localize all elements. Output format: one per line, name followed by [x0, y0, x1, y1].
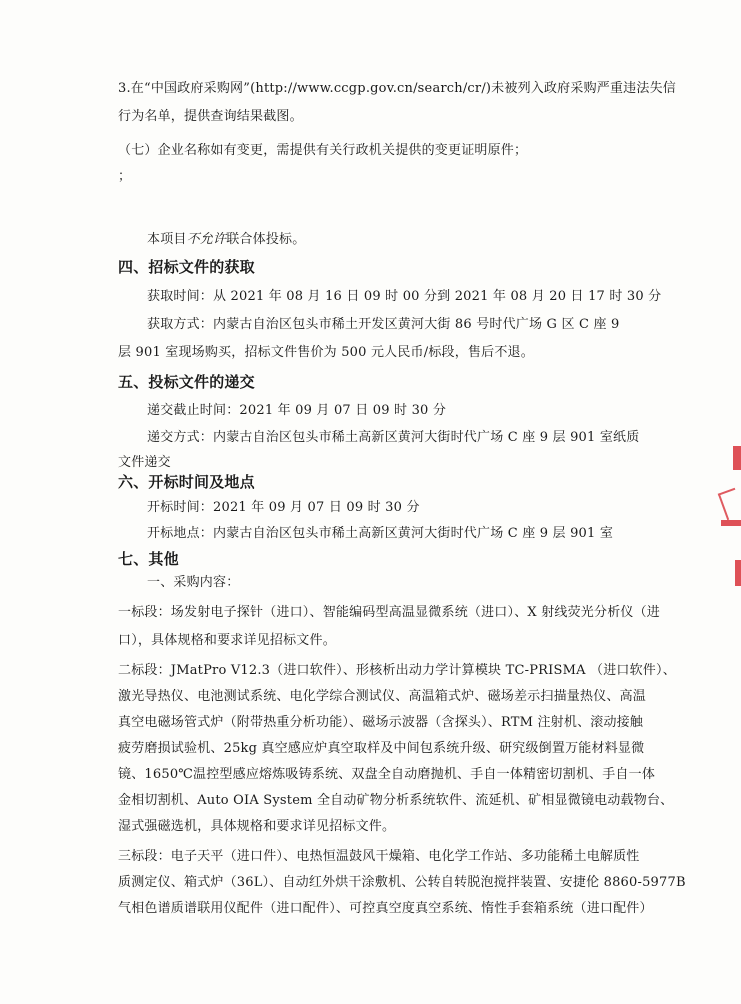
paragraph-line: 文件递交 — [118, 455, 171, 470]
paragraph-line: 激光导热仪、电池测试系统、电化学综合测试仪、高温箱式炉、磁场差示扫描量热仪、高温 — [118, 689, 647, 704]
paragraph-line: 镜、1650℃温控型感应熔炼吸铸系统、双盘全自动磨抛机、手自一体精密切割机、手自一体 — [118, 767, 656, 782]
section-heading-7: 七、其他 — [118, 550, 179, 568]
paragraph-line: 开标时间：2021 年 09 月 07 日 09 时 30 分 — [147, 500, 420, 515]
paragraph-line: 二标段：JMatPro V12.3（进口软件）、形核析出动力学计算模块 TC-PRISMA （进口软件）、 — [118, 663, 676, 678]
seal-fragment — [733, 446, 741, 470]
paragraph-line: 真空电磁场管式炉（附带热重分析功能）、磁场示波器（含探头）、RTM 注射机、滚动接触 — [118, 715, 644, 730]
paragraph-line: 湿式强磁选机，具体规格和要求详见招标文件。 — [118, 819, 396, 834]
paragraph-line: 行为名单，提供查询结果截图。 — [118, 109, 303, 124]
paragraph-line: 开标地点：内蒙古自治区包头市稀土高新区黄河大街时代广场 C 座 9 层 901 室 — [147, 526, 614, 541]
paragraph-line: 口），具体规格和要求详见招标文件。 — [118, 633, 336, 648]
paragraph-line: 质测定仪、箱式炉（36L）、自动红外烘干涂敷机、公转自转脱泡搅拌装置、安捷伦 8860-5977B — [118, 875, 686, 890]
paragraph-line: 递交方式：内蒙古自治区包头市稀土高新区黄河大街时代广场 C 座 9 层 901 室纸质 — [147, 430, 640, 445]
statement-emphasis: 不允许 — [186, 232, 227, 247]
section-heading-5: 五、投标文件的递交 — [118, 373, 255, 391]
paragraph-line: 疲劳磨损试验机、25kg 真空感应炉真空取样及中间包系统升级、研究级倒置万能材料显微 — [118, 741, 645, 756]
seal-fragment — [718, 488, 741, 520]
paragraph-line: 气相色谱质谱联用仪配件（进口配件）、可控真空度真空系统、惰性手套箱系统（进口配件） — [118, 901, 653, 916]
paragraph-line: 一、采购内容： — [147, 575, 240, 590]
paragraph-line: （七）企业名称如有变更，需提供有关行政机关提供的变更证明原件； — [118, 143, 528, 158]
section-heading-6: 六、开标时间及地点 — [118, 473, 255, 491]
paragraph-line: 金相切割机、Auto OIA System 全自动矿物分析系统软件、流延机、矿相显微镜电动载物台、 — [118, 793, 674, 808]
paragraph-line: 层 901 室现场购买，招标文件售价为 500 元人民币/标段，售后不退。 — [118, 345, 534, 360]
paragraph-line: 获取时间：从 2021 年 08 月 16 日 09 时 00 分到 2021 年 08 月 20 日 17 时 30 分 — [147, 289, 662, 304]
joint-bid-statement — [147, 231, 633, 249]
paragraph-line: 三标段：电子天平（进口件）、电热恒温鼓风干燥箱、电化学工作站、多功能稀土电解质性 — [118, 849, 640, 864]
statement-suffix: 联合体投标。 — [226, 232, 306, 247]
paragraph-line: 获取方式：内蒙古自治区包头市稀土开发区黄河大街 86 号时代广场 G 区 C 座 9 — [147, 317, 620, 332]
paragraph-line: 3.在“中国政府采购网”(http://www.ccgp.gov.cn/search/cr/)未被列入政府采购严重违法失信 — [118, 81, 676, 96]
seal-fragment — [721, 520, 741, 526]
statement-prefix: 本项目 — [147, 232, 187, 247]
paragraph-line: 递交截止时间：2021 年 09 月 07 日 09 时 30 分 — [147, 403, 447, 418]
paragraph-line: ； — [118, 169, 132, 184]
seal-fragment — [735, 560, 741, 586]
section-heading-4: 四、招标文件的获取 — [118, 258, 255, 276]
paragraph-line: 一标段：场发射电子探针（进口）、智能编码型高温显微系统（进口）、X 射线荧光分析仪（进 — [118, 605, 660, 620]
